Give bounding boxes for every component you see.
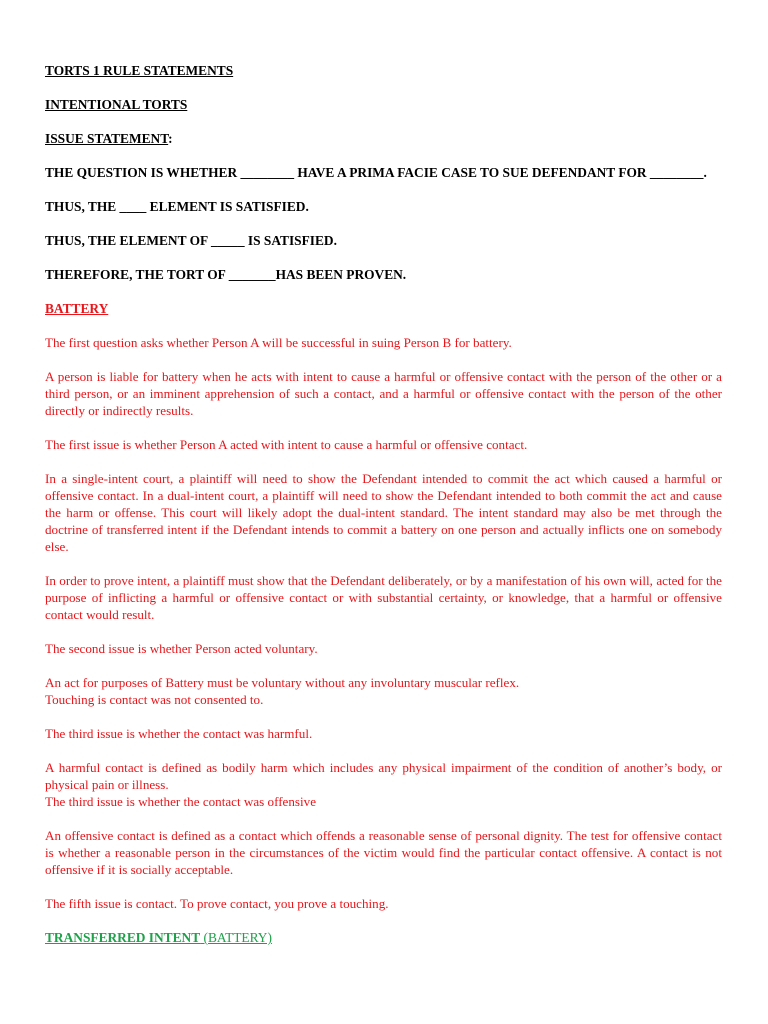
template-question: THE QUESTION IS WHETHER ________ HAVE A PRIMA FACIE CASE TO SUE DEFENDANT FOR ________.: [45, 165, 707, 180]
battery-paragraph-10: An offensive contact is defined as a contact which offends a reasonable sense of personal dignity. The test for offensive contact is whether a reasonable person in the circumstances of the victim would find the particular contact offensive. A contact is not offensive if it is socially acceptable.: [45, 828, 722, 877]
issue-statement-label: ISSUE STATEMENT: [45, 131, 169, 146]
battery-paragraph-9a: A harmful contact is defined as bodily harm which includes any physical impairment of the condition of another’s body, or physical pain or illness.: [45, 760, 722, 792]
issue-statement-colon: :: [168, 131, 173, 146]
document-title: TORTS 1 RULE STATEMENTS: [45, 63, 234, 78]
battery-heading: BATTERY: [45, 301, 109, 316]
section-title-intentional-torts: INTENTIONAL TORTS: [45, 97, 188, 112]
battery-paragraph-7a: An act for purposes of Battery must be voluntary without any involuntary muscular reflex.: [45, 675, 520, 690]
transferred-intent-label: TRANSFERRED INTENT: [45, 930, 201, 945]
battery-paragraph-11: The fifth issue is contact. To prove contact, you prove a touching.: [45, 896, 389, 911]
battery-paragraph-8: The third issue is whether the contact was harmful.: [45, 726, 313, 741]
template-tort-proven: THEREFORE, THE TORT OF _______HAS BEEN PROVEN.: [45, 267, 407, 282]
battery-paragraph-2: A person is liable for battery when he acts with intent to cause a harmful or offensive contact with the person of the other or a third person, or an imminent apprehension of such a contact, and a harmful or offensive contact with the person of the other directly or indirectly results.: [45, 369, 722, 418]
battery-paragraph-3: The first issue is whether Person A acted with intent to cause a harmful or offensive contact.: [45, 437, 528, 452]
battery-paragraph-7b: Touching is contact was not consented to.: [45, 692, 264, 707]
issue-statement-heading: [45, 130, 722, 147]
battery-paragraph-6: The second issue is whether Person acted voluntary.: [45, 641, 318, 656]
battery-paragraph-1: The first question asks whether Person A will be successful in suing Person B for battery.: [45, 335, 512, 350]
transferred-intent-heading: [45, 929, 722, 946]
template-element-satisfied: THUS, THE ____ ELEMENT IS SATISFIED.: [45, 199, 309, 214]
template-element-of-satisfied: THUS, THE ELEMENT OF _____ IS SATISFIED.: [45, 233, 337, 248]
battery-paragraph-5: In order to prove intent, a plaintiff must show that the Defendant deliberately, or by a manifestation of his own will, acted for the purpose of inflicting a harmful or offensive contact or with substantial certainty, or knowledge, that a harmful or offensive contact would result.: [45, 573, 722, 622]
transferred-intent-suffix: (BATTERY): [200, 930, 272, 945]
battery-paragraph-4: In a single-intent court, a plaintiff will need to show the Defendant intended to commit the act which caused a harmful or offensive contact. In a dual-intent court, a plaintiff will need to show the Defendant intended to both commit the act and cause the harm or offense. This court will likely adopt the dual-intent standard. The intent standard may also be met through the doctrine of transferred intent if the Defendant intends to commit a battery on one person and actually inflicts one on somebody else.: [45, 471, 722, 554]
battery-paragraph-9b: The third issue is whether the contact was offensive: [45, 794, 317, 809]
document-page: [45, 62, 722, 963]
